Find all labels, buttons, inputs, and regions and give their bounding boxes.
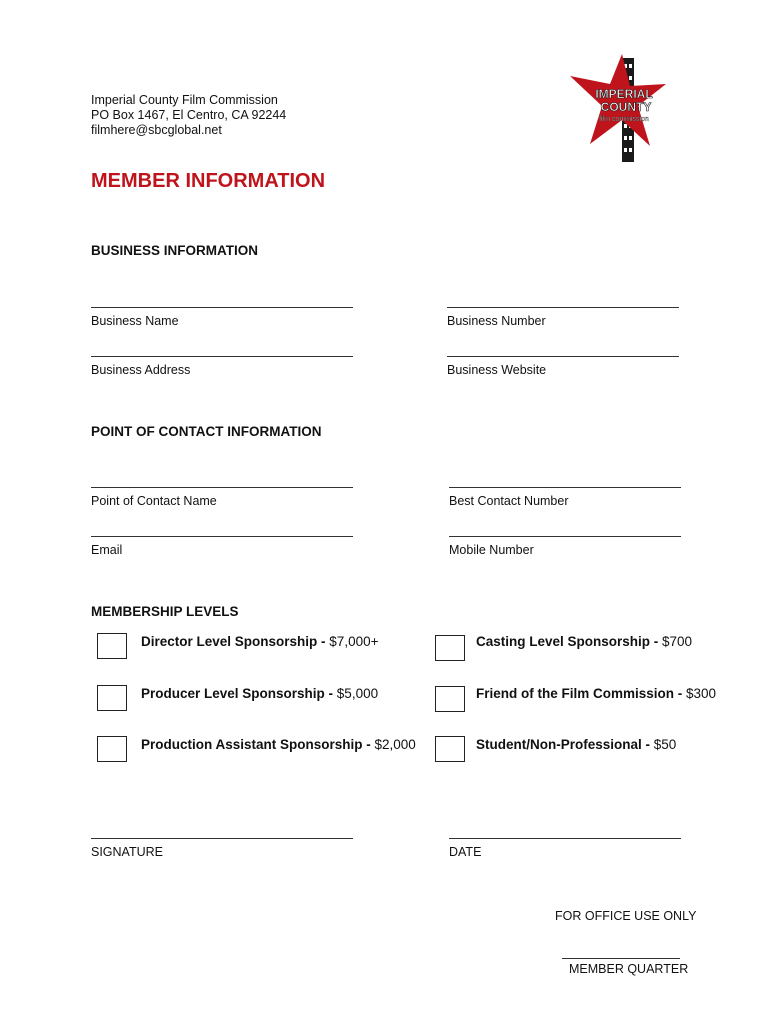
membership-levels-heading: MEMBERSHIP LEVELS bbox=[91, 604, 239, 619]
business-website-line[interactable] bbox=[447, 356, 679, 357]
business-website-label: Business Website bbox=[447, 363, 547, 377]
business-website-field[interactable] bbox=[447, 356, 679, 377]
production-assistant-option bbox=[141, 737, 416, 752]
org-email: filmhere@sbcglobal.net bbox=[91, 123, 222, 137]
business-number-field[interactable] bbox=[447, 307, 679, 328]
director-level-name: Director Level Sponsorship - bbox=[141, 634, 330, 649]
student-level-name: Student/Non-Professional - bbox=[476, 737, 654, 752]
casting-level-price: $700 bbox=[662, 634, 693, 649]
contact-name-line[interactable] bbox=[91, 487, 353, 488]
casting-level-checkbox[interactable] bbox=[435, 635, 465, 661]
student-level-price: $50 bbox=[653, 737, 677, 752]
producer-level-checkbox[interactable] bbox=[97, 685, 127, 711]
imperial-county-logo bbox=[566, 54, 670, 166]
business-name-line[interactable] bbox=[91, 307, 353, 308]
email-line[interactable] bbox=[91, 536, 353, 537]
business-address-label: Business Address bbox=[91, 363, 191, 377]
org-name: Imperial County Film Commission bbox=[91, 93, 278, 107]
best-contact-number-line[interactable] bbox=[449, 487, 681, 488]
email-field[interactable] bbox=[91, 536, 353, 557]
date-line[interactable] bbox=[449, 838, 681, 839]
mobile-number-line[interactable] bbox=[449, 536, 681, 537]
friend-level-price: $300 bbox=[686, 686, 717, 701]
student-level-checkbox[interactable] bbox=[435, 736, 465, 762]
producer-level-option bbox=[141, 686, 378, 701]
email-label: Email bbox=[91, 543, 123, 557]
business-number-line[interactable] bbox=[447, 307, 679, 308]
business-address-line[interactable] bbox=[91, 356, 353, 357]
casting-level-option bbox=[476, 634, 692, 649]
org-address-block bbox=[91, 93, 286, 138]
director-level-price: $7,000+ bbox=[329, 634, 379, 649]
friend-level-name: Friend of the Film Commission - bbox=[476, 686, 687, 701]
casting-level-name: Casting Level Sponsorship - bbox=[476, 634, 663, 649]
producer-level-name: Producer Level Sponsorship - bbox=[141, 686, 337, 701]
business-address-field[interactable] bbox=[91, 356, 353, 377]
contact-name-field[interactable] bbox=[91, 487, 353, 508]
best-contact-number-field[interactable] bbox=[449, 487, 681, 508]
friend-level-option bbox=[476, 686, 716, 701]
mobile-number-field[interactable] bbox=[449, 536, 681, 557]
date-field[interactable] bbox=[449, 838, 681, 859]
signature-field[interactable] bbox=[91, 838, 353, 859]
signature-line[interactable] bbox=[91, 838, 353, 839]
signature-label: SIGNATURE bbox=[91, 845, 163, 859]
mobile-number-label: Mobile Number bbox=[449, 543, 534, 557]
production-assistant-name: Production Assistant Sponsorship - bbox=[141, 737, 375, 752]
contact-name-label: Point of Contact Name bbox=[91, 494, 217, 508]
office-use-label: FOR OFFICE USE ONLY bbox=[555, 909, 697, 923]
logo-line3: film commission bbox=[599, 116, 649, 123]
page-title: MEMBER INFORMATION bbox=[91, 170, 326, 192]
business-info-heading: BUSINESS INFORMATION bbox=[91, 243, 259, 258]
member-quarter-line[interactable] bbox=[562, 958, 680, 959]
friend-level-checkbox[interactable] bbox=[435, 686, 465, 712]
logo-line2: COUNTY bbox=[600, 100, 652, 114]
date-label: DATE bbox=[449, 845, 482, 859]
business-number-label: Business Number bbox=[447, 314, 546, 328]
producer-level-price: $5,000 bbox=[336, 686, 379, 701]
director-level-option bbox=[141, 634, 378, 649]
production-assistant-price: $2,000 bbox=[374, 737, 416, 752]
best-contact-number-label: Best Contact Number bbox=[449, 494, 569, 508]
student-level-option bbox=[476, 737, 676, 752]
contact-info-heading: POINT OF CONTACT INFORMATION bbox=[91, 424, 322, 439]
logo-line1: IMPERIAL bbox=[595, 87, 653, 101]
business-name-label: Business Name bbox=[91, 314, 179, 328]
org-address: PO Box 1467, El Centro, CA 92244 bbox=[91, 108, 287, 122]
production-assistant-checkbox[interactable] bbox=[97, 736, 127, 762]
director-level-checkbox[interactable] bbox=[97, 633, 127, 659]
business-name-field[interactable] bbox=[91, 307, 353, 328]
member-quarter-label: MEMBER QUARTER bbox=[569, 962, 689, 976]
